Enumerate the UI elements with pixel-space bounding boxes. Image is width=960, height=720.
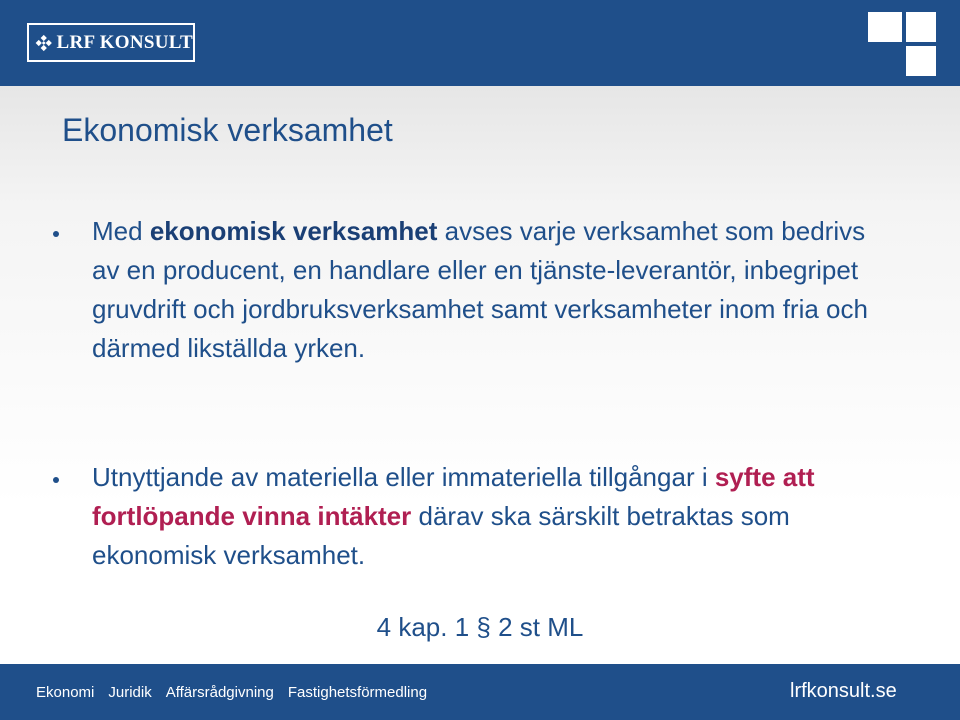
law-reference: 4 kap. 1 § 2 st ML: [376, 612, 584, 642]
footer-links: [36, 684, 427, 701]
bullet1-rest: avses varje verksamhet som bedrivs av en producent, en handlare eller en tjänste-leverantör, inbegripet gruvdrift och jordbruksverksamhet samt verksamheter inom fria och därmed likställda yrken.: [92, 216, 868, 363]
slide-background: [0, 86, 960, 664]
footer-link-fastighetsformedling[interactable]: Fastighetsförmedling: [287, 684, 428, 701]
footer-bar: [0, 664, 960, 720]
footer-link-ekonomi[interactable]: Ekonomi: [36, 684, 95, 701]
bullet2-prefix: Utnyttjande av materiella eller immateriella tillgångar i: [92, 462, 715, 492]
footer-link-juridik[interactable]: Juridik: [108, 684, 152, 701]
bullet1-bold-term: ekonomisk verksamhet: [149, 216, 438, 246]
bullet2-bold-phrase: syfte att fortlöpande vinna intäkter: [92, 462, 815, 531]
bullet1-prefix: Med: [92, 216, 150, 246]
header-bar: [0, 0, 960, 86]
logo-text: LRF KONSULT: [56, 31, 193, 53]
bullet-assets: [92, 458, 892, 575]
bullet-dot-icon: [53, 477, 59, 483]
bullet-definition: [92, 212, 892, 368]
corner-squares-decoration: [868, 12, 948, 82]
lrf-diamond-icon: [35, 29, 52, 57]
footer-link-affarsradgivning[interactable]: Affärsrådgivning: [165, 684, 274, 701]
footer-site-link[interactable]: lrfkonsult.se: [790, 680, 897, 702]
lrf-konsult-logo[interactable]: [27, 23, 195, 62]
slide-title: Ekonomisk verksamhet: [62, 112, 393, 148]
bullet-dot-icon: [53, 231, 59, 237]
bullet2-rest: därav ska särskilt betraktas som ekonomisk verksamhet.: [92, 501, 790, 570]
